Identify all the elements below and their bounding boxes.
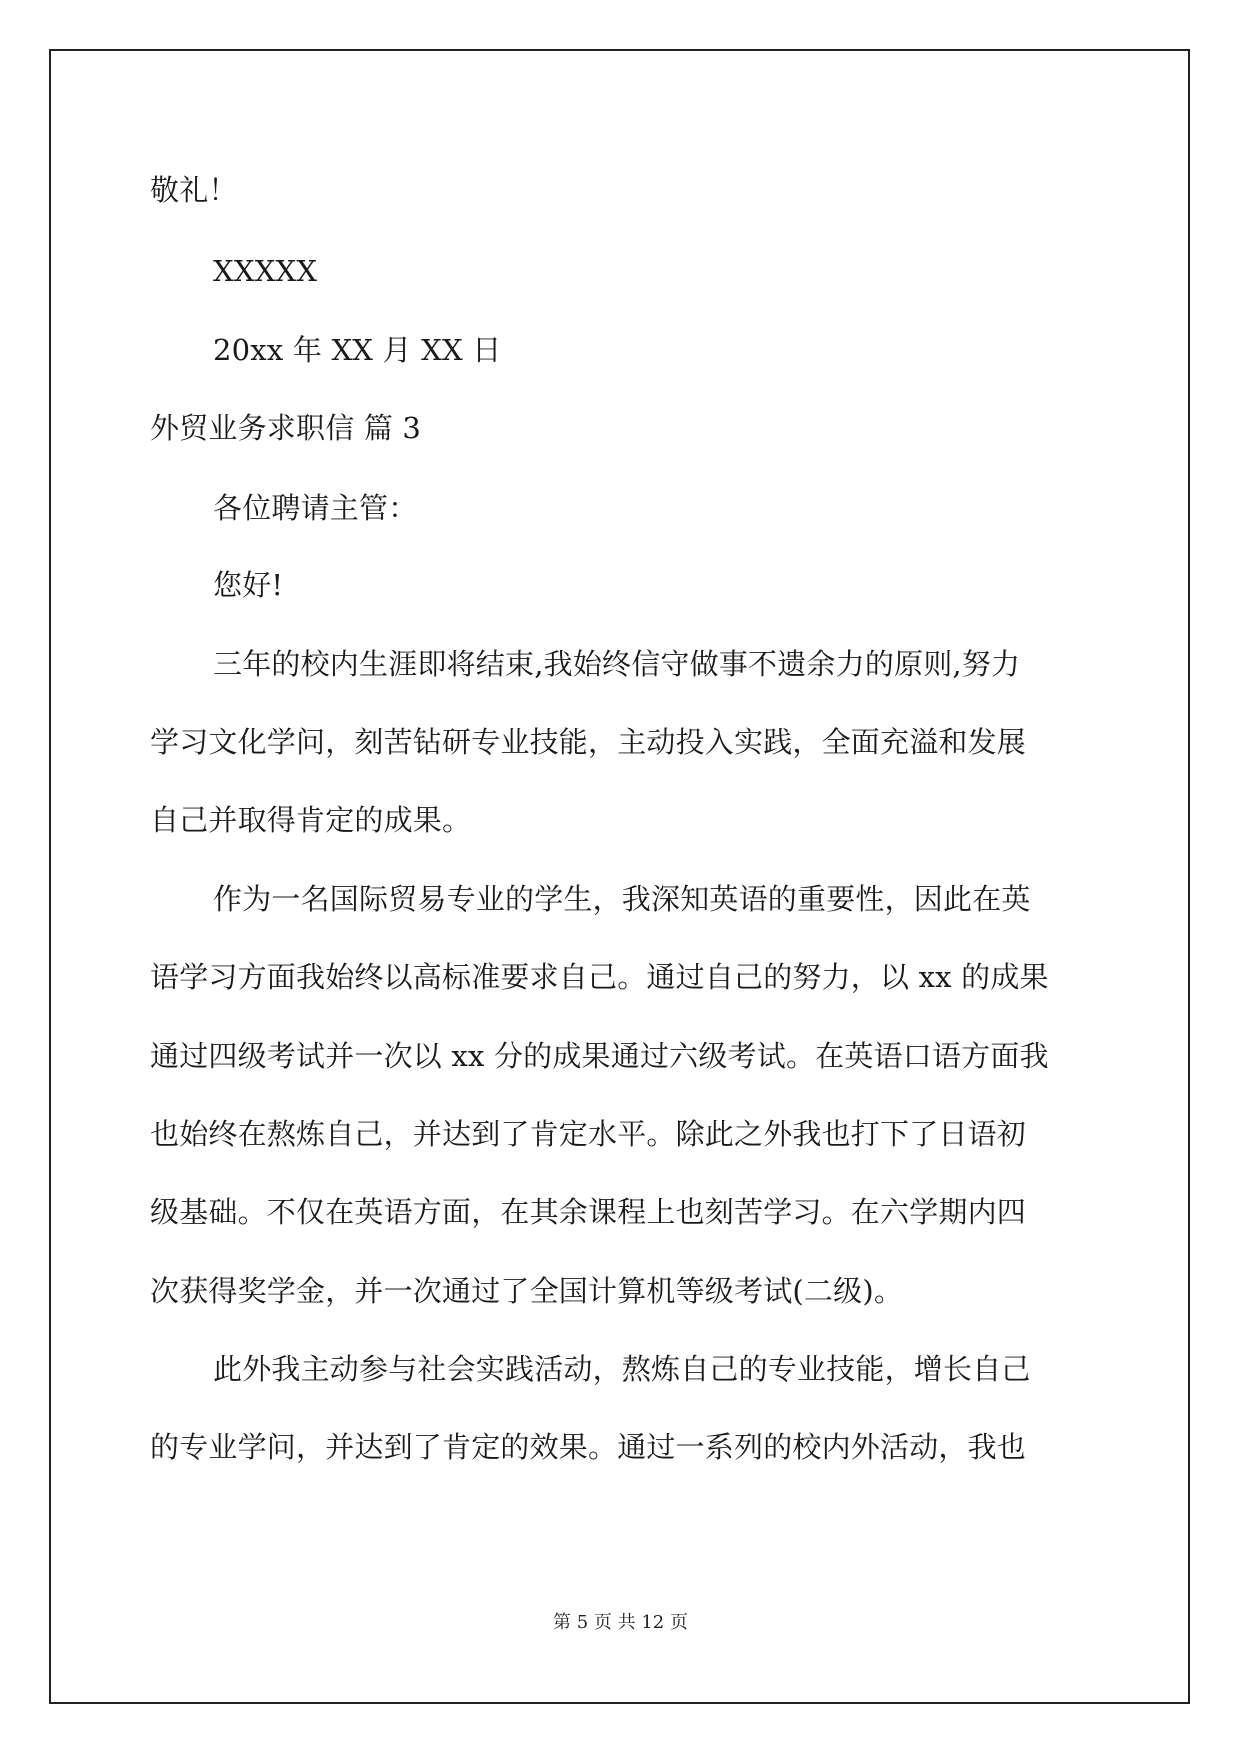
paragraph-line: 的专业学问，并达到了肯定的效果。通过一系列的校内外活动，我也 (150, 1430, 1027, 1464)
signature-date: 20xx 年 XX 月 XX 日 (213, 333, 502, 367)
paragraph-line: 此外我主动参与社会实践活动，熬炼自己的专业技能，增长自己 (213, 1352, 1031, 1386)
paragraph-line: 语学习方面我始终以高标准要求自己。通过自己的努力，以 xx 的成果 (150, 960, 1049, 994)
section-heading: 外贸业务求职信 篇 3 (150, 411, 422, 445)
signature-name: XXXXX (213, 254, 318, 288)
paragraph-line: 自己并取得肯定的成果。 (150, 803, 472, 837)
page-number-footer: 第 5 页 共 12 页 (553, 1612, 688, 1633)
paragraph-line: 学习文化学问，刻苦钻研专业技能，主动投入实践，全面充溢和发展 (150, 725, 1027, 759)
paragraph-line: 通过四级考试并一次以 xx 分的成果通过六级考试。在英语口语方面我 (150, 1039, 1049, 1073)
closing-salutation: 敬礼！ (150, 173, 238, 207)
greeting-hello: 您好! (213, 568, 284, 602)
paragraph-line: 三年的校内生涯即将结束,我始终信守做事不遗余力的原则,努力 (213, 647, 1021, 681)
paragraph-line: 次获得奖学金，并一次通过了全国计算机等级考试(二级)。 (150, 1274, 904, 1308)
paragraph-line: 作为一名国际贸易专业的学生，我深知英语的重要性，因此在英 (213, 882, 1031, 916)
paragraph-line: 也始终在熬炼自己，并达到了肯定水平。除此之外我也打下了日语初 (150, 1117, 1027, 1151)
greeting-recipient: 各位聘请主管： (213, 491, 418, 525)
paragraph-line: 级基础。不仅在英语方面，在其余课程上也刻苦学习。在六学期内四 (150, 1195, 1027, 1229)
